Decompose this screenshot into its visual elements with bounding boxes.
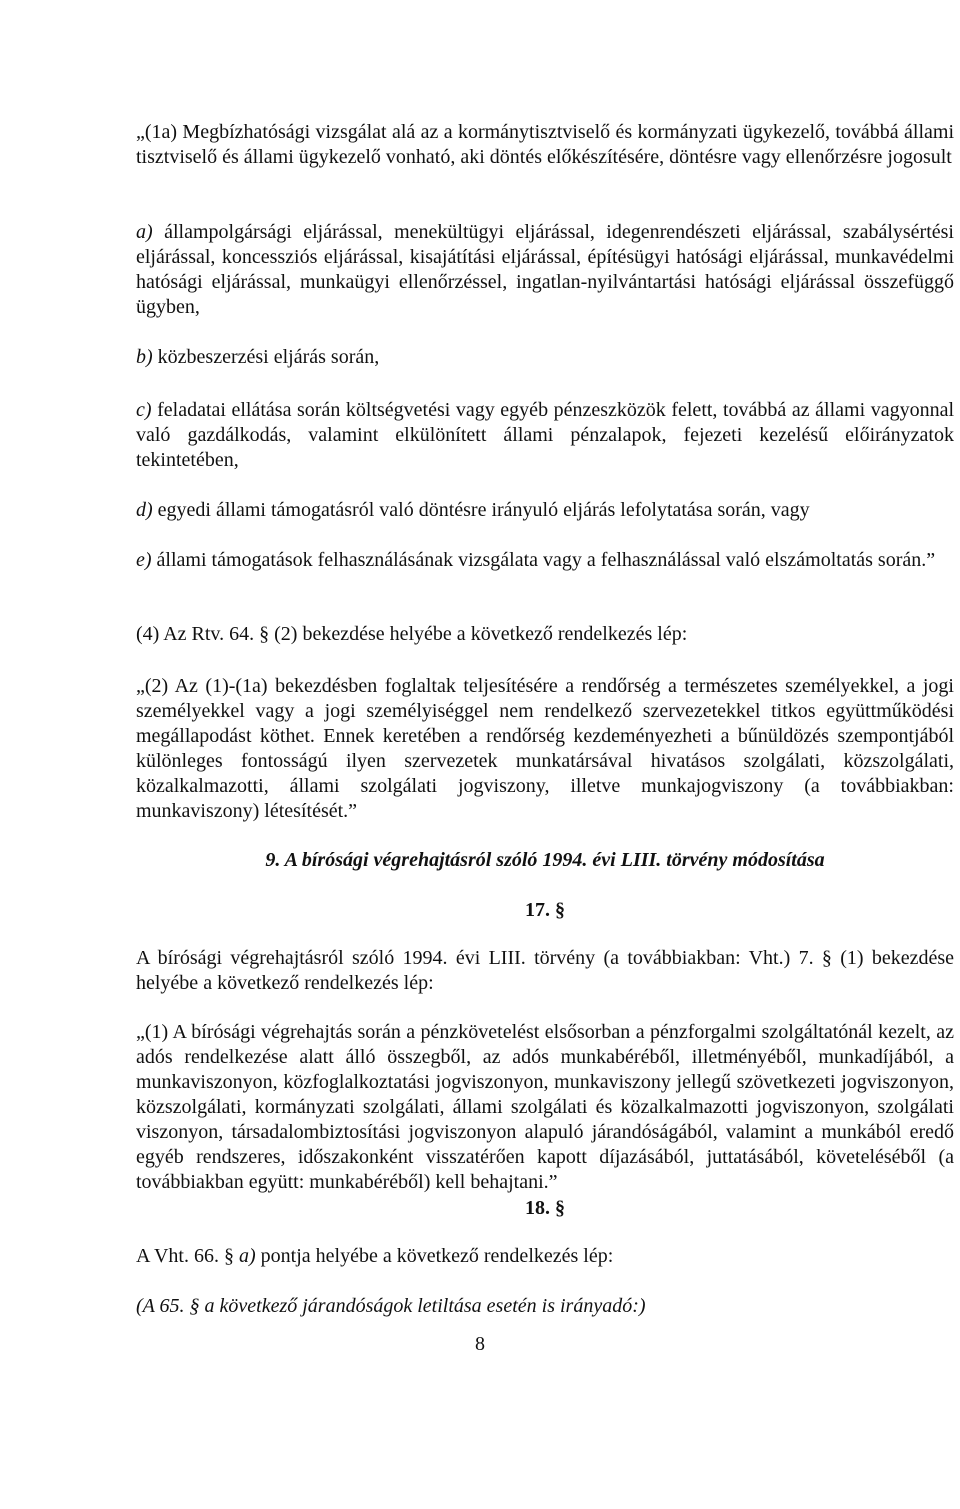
list-item-d [136,498,954,523]
paragraph-quote-1: „(1) A bírósági végrehajtás során a pénzkövetelést elsősorban a pénzforgalmi szolgáltatónál kezelt, az adós rendelkezése alatt álló összegből, az adós munkabéréből, illetményéből, munkadíjából, a munkaviszonyon, közfoglalkoztatási jogviszonyon, munkaviszony jellegű szövetkezeti jogviszonyon, közszolgálati, kormányzati szolgálati, állami szolgálati és közalkalmazotti jogviszonyon, szolgálati viszonyon, társadalombiztosítási jogviszonyon alapuló járandóságából, valamint a munkából eredő egyéb rendszeres, időszakonként visszatérően kapott díjazásából, juttatásából, követeléséből (a továbbiakban együtt: munkabéréből) kell behajtani.” [136,1021,954,1193]
list-item-b [136,345,954,370]
list-item-e [136,548,954,573]
item-text: egyedi állami támogatásról való döntésre irányuló eljárás lefolytatása során, vagy [157,499,810,521]
item-text: feladatai ellátása során költségvetési vagy egyéb pénzeszközök felett, továbbá az állami vagyonnal való gazdálkodás, valamint elkülönített állami pénzalapok, fejezeti kezelésű előirányzatok tekintetében, [136,399,955,471]
page-number: 8 [475,1333,485,1355]
paragraph-quote-2: „(2) Az (1)-(1a) bekezdésben foglaltak teljesítésére a rendőrség a természetes személyekkel, a jogi személyekkel vagy a jogi személyiséggel nem rendelkező szervezetekkel titkos együttműködési megállapodást köthet. Ennek keretében a rendőrség kezdeményezheti a bűnüldözés szempontjából különleges fontosságú ilyen szervezetek munkatársával hivatásos szolgálati, közszolgálati, közalkalmazotti, állami szolgálati jogviszony, illetve munkajogviszony (a továbbiakban: munkaviszony) létesítését.” [136,675,954,822]
item-marker: b) [136,346,153,368]
list-item-c [136,398,954,473]
paragraph-vht-7: A bírósági végrehajtásról szóló 1994. évi LIII. törvény (a továbbiakban: Vht.) 7. § (1) bekezdése helyébe a következő rendelkezés lép: [136,947,954,994]
item-text: közbeszerzési eljárás során, [157,346,380,368]
vht66-rest: pontja helyébe a következő rendelkezés lép: [260,1245,614,1267]
item-text: állampolgársági eljárással, menekültügyi eljárással, idegenrendészeti eljárással, szabálysértési eljárással, koncessziós eljárással, kisajátítási eljárással, építésügyi hatósági eljárással, munkavédelmi hatósági eljárással, munkaügyi ellenőrzéssel, ingatlan-nyilvántartási hatósági eljárással összefüggő ügyben, [136,221,954,318]
section-heading-9: 9. A bírósági végrehajtásról szóló 1994. évi LIII. törvény módosítása [265,849,825,871]
vht66-marker: a) [238,1245,256,1267]
paragraph-italic-note: (A 65. § a következő járandóságok letiltása esetén is irányadó:) [136,1295,646,1317]
paragraph-vht-66 [136,1244,954,1269]
item-text: állami támogatások felhasználásának vizsgálata vagy a felhasználással való elszámoltatás során.” [156,549,936,571]
item-marker: d) [136,499,153,521]
vht66-prefix: A Vht. 66. § [136,1245,234,1267]
item-marker: c) [136,399,152,421]
paragraph-1a: „(1a) Megbízhatósági vizsgálat alá az a kormánytisztviselő és kormányzati ügykezelő, továbbá állami tisztviselő és állami ügykezelő vonható, aki döntés előkészítésére, döntésre vagy ellenőrzésre jogosult [136,121,954,168]
item-marker: e) [136,549,152,571]
section-18-title: 18. § [525,1197,565,1219]
section-17-title: 17. § [525,899,565,921]
list-item-a [136,220,954,320]
item-marker: a) [136,221,153,243]
paragraph-rtv-amendment: (4) Az Rtv. 64. § (2) bekezdése helyébe a következő rendelkezés lép: [136,623,688,645]
